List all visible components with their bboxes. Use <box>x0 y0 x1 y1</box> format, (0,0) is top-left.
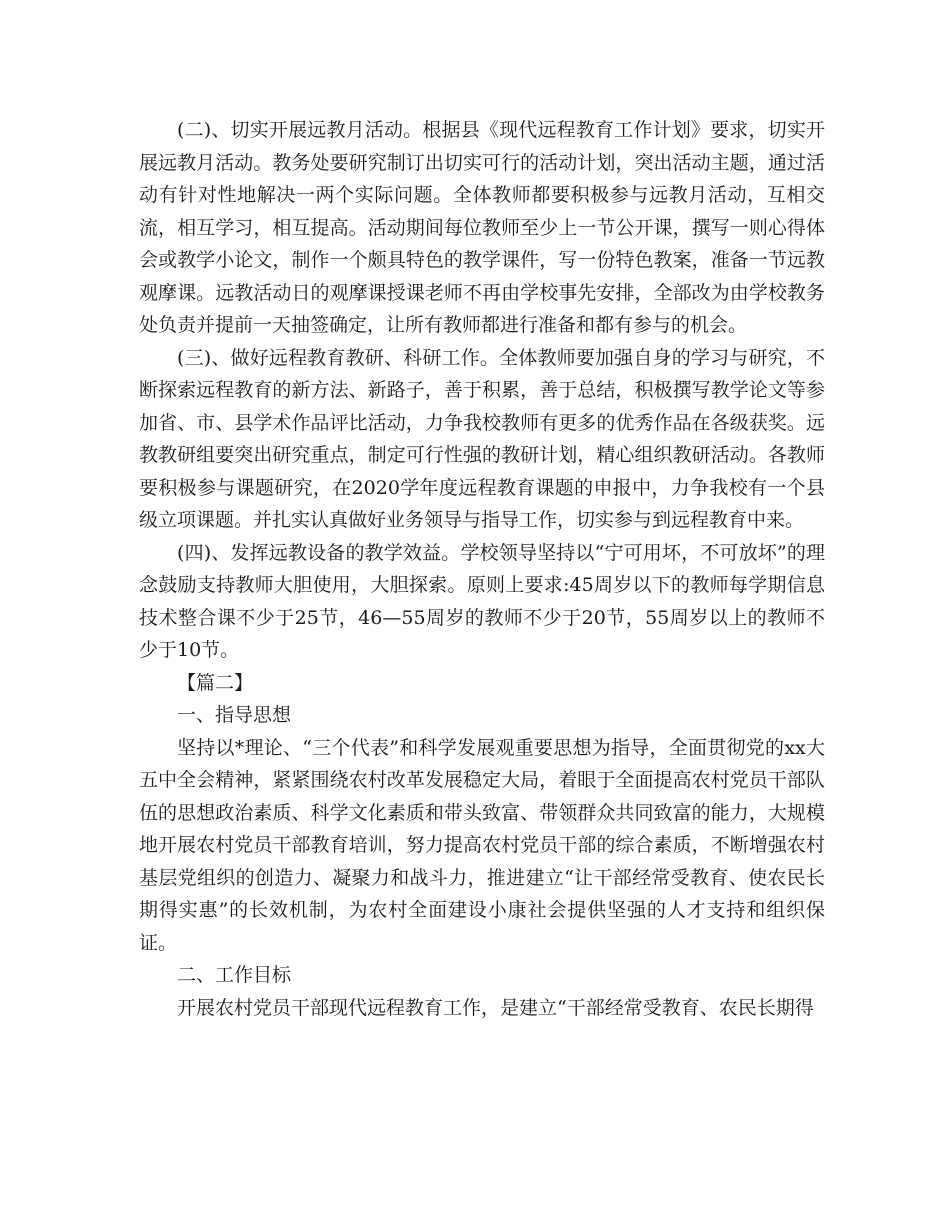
document-body <box>139 114 825 1024</box>
section-label: 【篇二】 <box>177 671 254 694</box>
paragraph-section-2: (二)、切实开展远教月活动。根据县《现代远程教育工作计划》要求，切实开展远教月活动。教务处要研究制订出切实可行的活动计划，突出活动主题，通过活动有针对性地解决一两个实际问题。全体教师都要积极参与远教月活动，互相交流，相互学习，相互提高。活动期间每位教师至少上一节公开课，撰写一则心得体会或教学小论文，制作一个颇具特色的教学课件，写一份特色教案，准备一节远教观摩课。远教活动日的观摩课授课老师不再由学校事先安排，全部改为由学校教务处负责并提前一天抽签确定，让所有教师都进行准备和都有参与的机会。 <box>139 119 825 336</box>
heading-guiding-ideology: 一、指导思想 <box>177 704 292 726</box>
paragraph-guiding-ideology: 坚持以*理论、“三个代表”和科学发展观重要思想为指导，全面贯彻党的xx大五中全会精神，紧紧围绕农村改革发展稳定大局，着眼于全面提高农村党员干部队伍的思想政治素质、科学文化素质和带头致富、带领群众共同致富的能力，大规模地开展农村党员干部教育培训，努力提高农村党员干部的综合素质，不断增强农村基层党组织的创造力、凝聚力和战斗力，推进建立“让干部经常受教育、使农民长期得实惠”的长效机制，为农村全面建设小康社会提供坚强的人才支持和组织保证。 <box>139 736 825 954</box>
heading-work-goals: 二、工作目标 <box>177 964 292 986</box>
paragraph-section-4: (四)、发挥远教设备的教学效益。学校领导坚持以“宁可用坏，不可放坏”的理念鼓励支持教师大胆使用，大胆探索。原则上要求:45周岁以下的教师每学期信息技术整合课不少于25节，46—55周岁的教师不少于20节，55周岁以上的教师不少于10节。 <box>139 541 825 661</box>
paragraph-section-3: (三)、做好远程教育教研、科研工作。全体教师要加强自身的学习与研究，不断探索远程教育的新方法、新路子，善于积累，善于总结，积极撰写教学论文等参加省、市、县学术作品评比活动，力争我校教师有更多的优秀作品在各级获奖。远教教研组要突出研究重点，制定可行性强的教研计划，精心组织教研活动。各教师要积极参与课题研究，在2020学年度远程教育课题的申报中，力争我校有一个县级立项课题。并扎实认真做好业务领导与指导工作，切实参与到远程教育中来。 <box>139 346 825 531</box>
paragraph-work-goals: 开展农村党员干部现代远程教育工作，是建立“干部经常受教育、农民长期得 <box>177 996 814 1019</box>
